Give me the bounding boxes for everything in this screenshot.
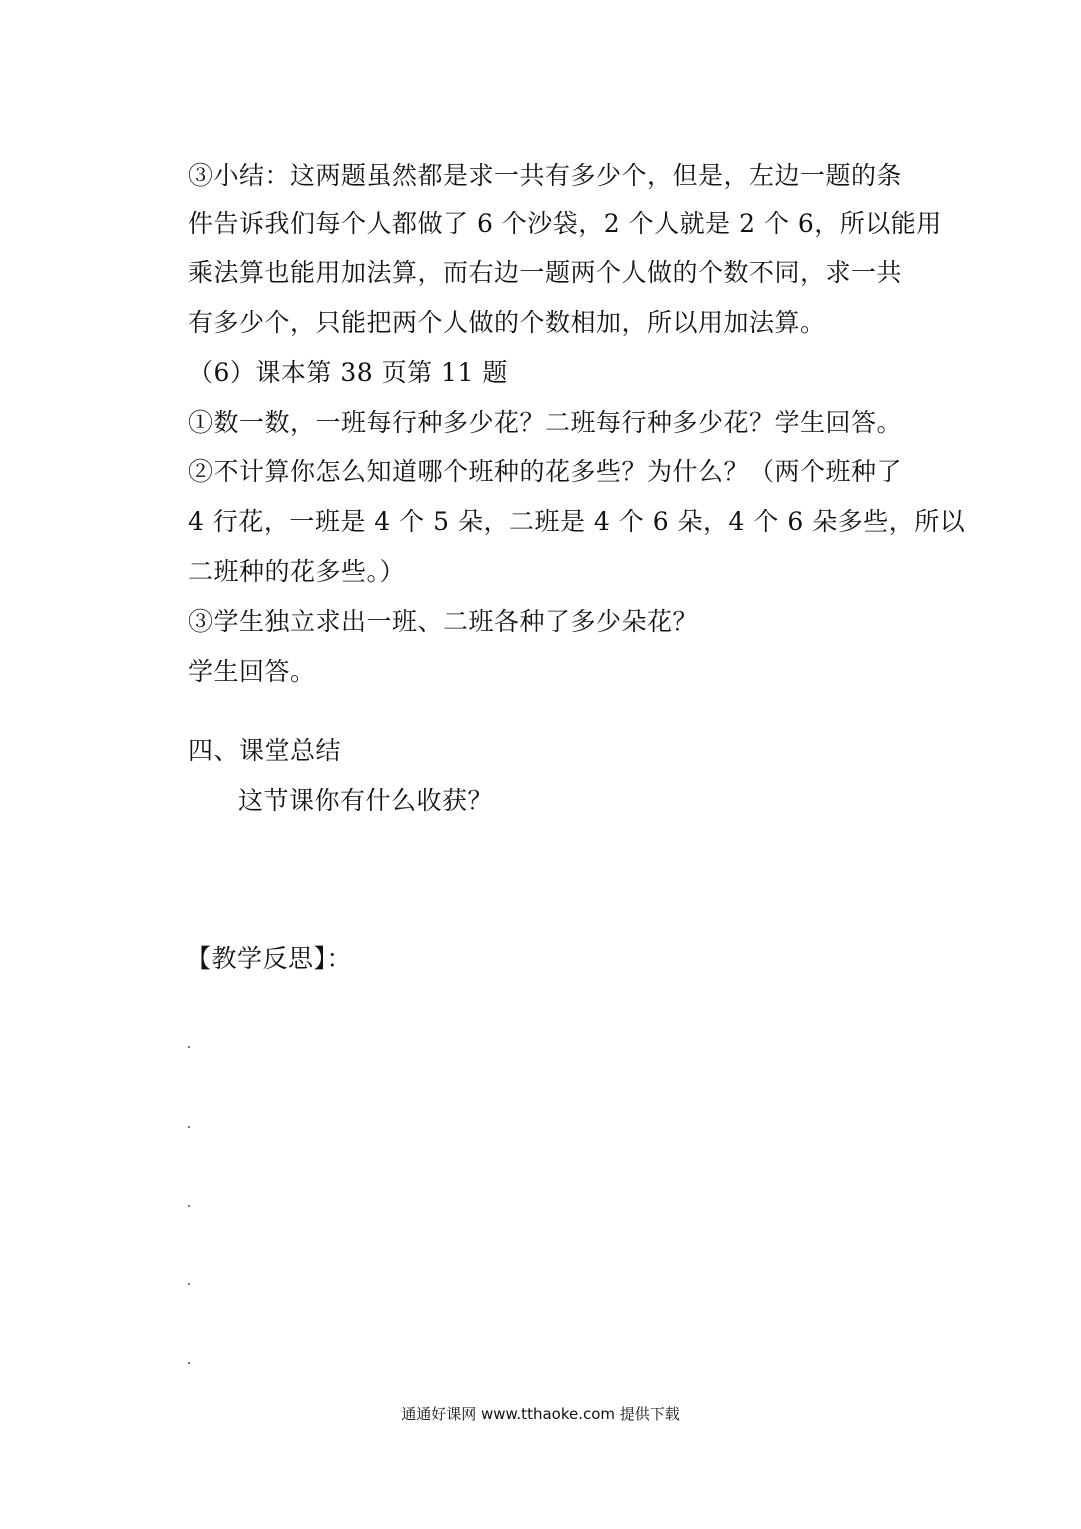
summary-line-2: 件告诉我们每个人都做了 6 个沙袋，2 个人就是 2 个 6，所以能用 — [188, 209, 942, 238]
exercise-step-2-line-3: 二班种的花多些。） — [188, 557, 406, 586]
summary-line-1: ③小结：这两题虽然都是求一共有多少个，但是，左边一题的条 — [188, 161, 903, 190]
summary-line-3: 乘法算也能用加法算，而右边一题两个人做的个数不同，求一共 — [188, 258, 903, 287]
blank-line-marker — [188, 1283, 190, 1285]
footer-text: 通通好课网 www.tthaoke.com 提供下载 — [401, 1405, 680, 1423]
exercise-step-1: ①数一数，一班每行种多少花？二班每行种多少花？学生回答。 — [188, 408, 903, 437]
exercise-heading: （6）课本第 38 页第 11 题 — [188, 358, 508, 387]
exercise-step-3: ③学生独立求出一班、二班各种了多少朵花？ — [188, 607, 699, 636]
blank-line-marker — [188, 1205, 190, 1207]
blank-line-marker — [188, 1126, 190, 1128]
section-heading: 四、课堂总结 — [188, 736, 342, 765]
summary-line-4: 有多少个，只能把两个人做的个数相加，所以用加法算。 — [188, 308, 826, 337]
section-question: 这节课你有什么收获？ — [238, 786, 494, 815]
exercise-step-2-line-1: ②不计算你怎么知道哪个班种的花多些？为什么？（两个班种了 — [188, 457, 903, 486]
exercise-step-2-line-2: 4 行花，一班是 4 个 5 朵，二班是 4 个 6 朵，4 个 6 朵多些，所以 — [188, 507, 966, 536]
blank-line-marker — [188, 1046, 190, 1048]
blank-line-marker — [188, 1362, 190, 1364]
student-answer: 学生回答。 — [188, 657, 316, 686]
reflection-heading: 【教学反思】： — [186, 944, 353, 973]
